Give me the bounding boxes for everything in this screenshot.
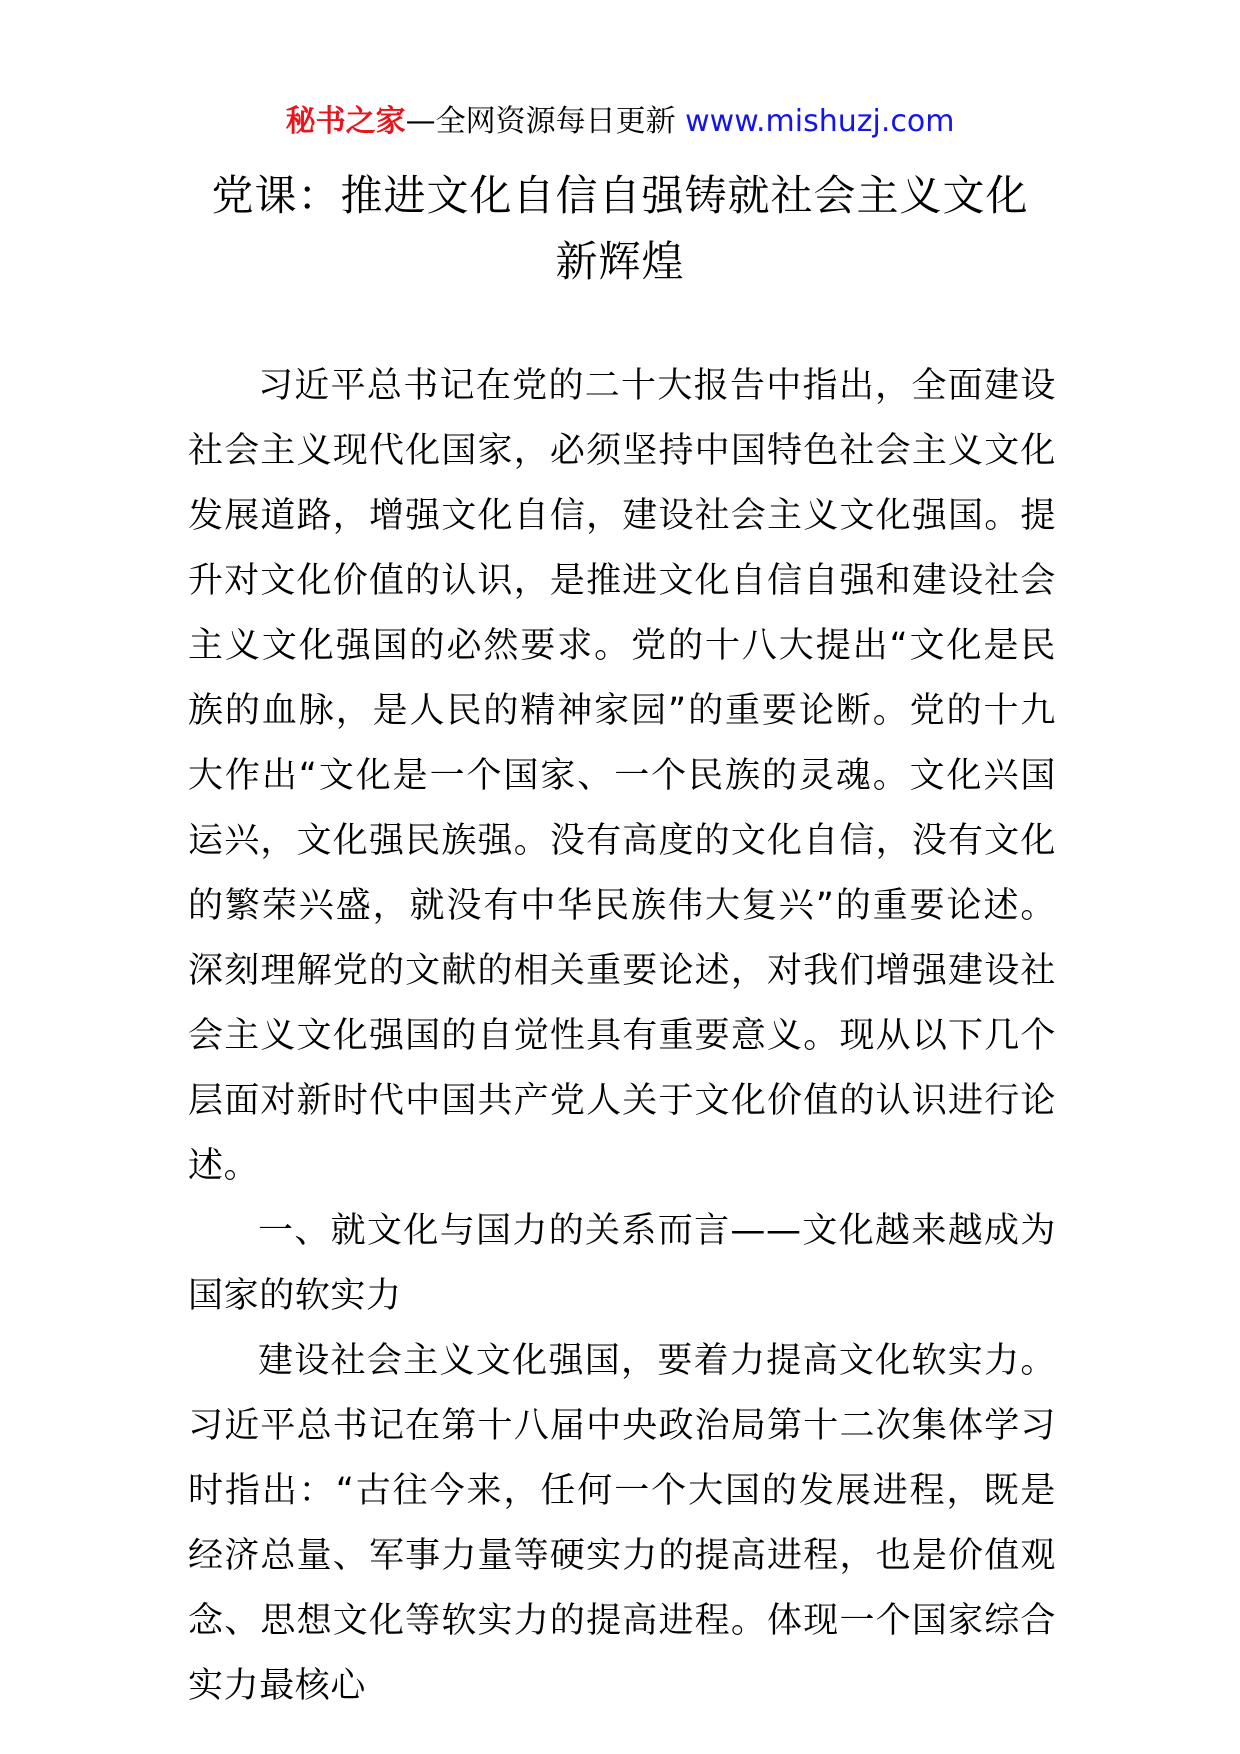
intro-paragraph: 习近平总书记在党的二十大报告中指出，全面建设社会主义现代化国家，必须坚持中国特色社会主义文化发展道路，增强文化自信，建设社会主义文化强国。提升对文化价值的认识，是推进文化自信自强和建设社会主义文化强国的必然要求。党的十八大提出“文化是民族的血脉，是人民的精神家园”的重要论断。党的十九大作出“文化是一个国家、一个民族的灵魂。文化兴国运兴，文化强民族强。没有高度的文化自信，没有文化的繁荣兴盛，就没有中华民族伟大复兴”的重要论述。深刻理解党的文献的相关重要论述，对我们增强建设社会主义文化强国的自觉性具有重要意义。现从以下几个层面对新时代中国共产党人关于文化价值的认识进行论述。 <box>188 366 1056 1186</box>
title-line-2: 新辉煌 <box>555 237 685 286</box>
page-title <box>0 163 1240 295</box>
title-line-1: 党课：推进文化自信自强铸就社会主义文化 <box>211 171 1029 220</box>
site-url-link[interactable]: www.mishuzj.com <box>685 104 955 139</box>
body-paragraph: 建设社会主义文化强国，要着力提高文化软实力。习近平总书记在第十八届中央政治局第十二次集体学习时指出：“古往今来，任何一个大国的发展进程，既是经济总量、军事力量等硬实力的提高进程，也是价值观念、思想文化等软实力的提高进程。体现一个国家综合实力最核心 <box>188 1341 1056 1706</box>
document-body <box>188 354 1056 1719</box>
site-name: 秘书之家 <box>285 104 406 139</box>
site-tagline: —全网资源每日更新 <box>405 104 686 139</box>
section-heading: 一、就文化与国力的关系而言——文化越来越成为国家的软实力 <box>188 1211 1056 1316</box>
site-banner <box>0 100 1240 144</box>
